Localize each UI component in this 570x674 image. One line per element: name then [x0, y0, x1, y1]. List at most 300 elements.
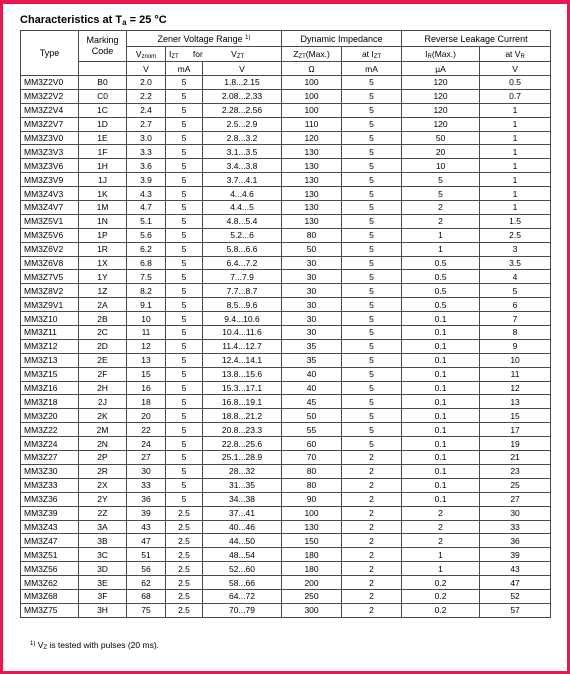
cell-at-izt: 5 [342, 409, 402, 423]
cell-at-izt: 5 [342, 187, 402, 201]
cell-type: MM3Z22 [21, 423, 79, 437]
cell-at-izt: 5 [342, 117, 402, 131]
cell-ir-max: 0.1 [402, 339, 480, 353]
cell-vznom: 4.3 [127, 187, 166, 201]
cell-marking-code: 1Y [79, 270, 127, 284]
cell-marking-code: 3C [79, 548, 127, 562]
cell-type: MM3Z16 [21, 381, 79, 395]
cell-type: MM3Z9V1 [21, 298, 79, 312]
cell-type: MM3Z3V3 [21, 145, 79, 159]
unit-izt: mA [166, 62, 203, 76]
cell-ir-max: 0.5 [402, 256, 480, 270]
unit-vznom: V [127, 62, 166, 76]
cell-izt: 5 [166, 145, 203, 159]
cell-marking-code: 2M [79, 423, 127, 437]
cell-at-izt: 5 [342, 103, 402, 117]
cell-vzt-range: 9.4...10.6 [203, 312, 282, 326]
table-row [21, 256, 551, 270]
cell-zzt-max: 30 [282, 256, 342, 270]
cell-at-izt: 5 [342, 312, 402, 326]
characteristics-table [20, 30, 551, 618]
cell-ir-max: 1 [402, 242, 480, 256]
header-zener-voltage: Zener Voltage Range $^{1)}$ [127, 31, 282, 47]
cell-marking-code: 2D [79, 339, 127, 353]
cell-vznom: 18 [127, 395, 166, 409]
cell-izt: 5 [166, 339, 203, 353]
table-row [21, 520, 551, 534]
cell-izt: 5 [166, 492, 203, 506]
table-row [21, 353, 551, 367]
table-row [21, 173, 551, 187]
cell-at-izt: 5 [342, 339, 402, 353]
cell-ir-max: 10 [402, 159, 480, 173]
cell-type: MM3Z30 [21, 464, 79, 478]
cell-at-vr: 52 [480, 589, 551, 603]
header-marking-code: Marking Code [79, 31, 127, 62]
cell-ir-max: 0.5 [402, 270, 480, 284]
cell-izt: 5 [166, 395, 203, 409]
cell-ir-max: 120 [402, 89, 480, 103]
cell-at-vr: 23 [480, 464, 551, 478]
cell-at-vr: 3.5 [480, 256, 551, 270]
cell-type: MM3Z75 [21, 603, 79, 617]
cell-type: MM3Z51 [21, 548, 79, 562]
cell-vznom: 33 [127, 478, 166, 492]
table-row [21, 409, 551, 423]
cell-zzt-max: 100 [282, 506, 342, 520]
cell-marking-code: 2A [79, 298, 127, 312]
cell-at-vr: 1 [480, 131, 551, 145]
cell-marking-code: 1P [79, 228, 127, 242]
cell-ir-max: 0.1 [402, 367, 480, 381]
cell-vznom: 5.1 [127, 214, 166, 228]
cell-vznom: 22 [127, 423, 166, 437]
cell-ir-max: 2 [402, 201, 480, 215]
cell-vzt-range: 4.4...5 [203, 201, 282, 215]
cell-marking-code: 3H [79, 603, 127, 617]
table-row [21, 214, 551, 228]
cell-marking-code: 1D [79, 117, 127, 131]
cell-at-vr: 21 [480, 451, 551, 465]
cell-ir-max: 0.1 [402, 381, 480, 395]
cell-vznom: 75 [127, 603, 166, 617]
cell-at-izt: 5 [342, 76, 402, 90]
cell-vzt-range: 2.8...3.2 [203, 131, 282, 145]
cell-vznom: 30 [127, 464, 166, 478]
cell-vzt-range: 15.3...17.1 [203, 381, 282, 395]
cell-vzt-range: 7...7.9 [203, 270, 282, 284]
table-row [21, 423, 551, 437]
cell-type: MM3Z15 [21, 367, 79, 381]
cell-izt: 5 [166, 298, 203, 312]
cell-zzt-max: 130 [282, 187, 342, 201]
cell-vzt-range: 4...4.6 [203, 187, 282, 201]
cell-zzt-max: 70 [282, 451, 342, 465]
section-title: Characteristics at $T_a = 25$ °C [20, 14, 167, 27]
cell-type: MM3Z27 [21, 451, 79, 465]
cell-zzt-max: 30 [282, 298, 342, 312]
cell-at-vr: 5 [480, 284, 551, 298]
table-row [21, 339, 551, 353]
header-marking-spacer [79, 62, 127, 76]
cell-ir-max: 0.1 [402, 326, 480, 340]
cell-at-vr: 1.5 [480, 214, 551, 228]
cell-at-vr: 0.7 [480, 89, 551, 103]
cell-at-izt: 5 [342, 131, 402, 145]
cell-at-vr: 4 [480, 270, 551, 284]
cell-zzt-max: 30 [282, 312, 342, 326]
cell-vzt-range: 1.8...2.15 [203, 76, 282, 90]
cell-at-vr: 12 [480, 381, 551, 395]
cell-at-vr: 6 [480, 298, 551, 312]
cell-izt: 5 [166, 367, 203, 381]
cell-marking-code: 1C [79, 103, 127, 117]
cell-vznom: 43 [127, 520, 166, 534]
cell-vznom: 16 [127, 381, 166, 395]
cell-type: MM3Z6V8 [21, 256, 79, 270]
cell-at-vr: 25 [480, 478, 551, 492]
cell-ir-max: 0.1 [402, 409, 480, 423]
cell-ir-max: 0.1 [402, 492, 480, 506]
cell-zzt-max: 80 [282, 464, 342, 478]
cell-vzt-range: 2.5...2.9 [203, 117, 282, 131]
cell-izt: 5 [166, 353, 203, 367]
cell-vznom: 47 [127, 534, 166, 548]
unit-vzt: V [203, 62, 282, 76]
cell-vzt-range: 11.4...12.7 [203, 339, 282, 353]
table-row [21, 395, 551, 409]
cell-vzt-range: 40...46 [203, 520, 282, 534]
cell-vzt-range: 28...32 [203, 464, 282, 478]
cell-at-vr: 2.5 [480, 228, 551, 242]
cell-izt: 5 [166, 89, 203, 103]
cell-vzt-range: 22.8...25.6 [203, 437, 282, 451]
cell-marking-code: 3B [79, 534, 127, 548]
cell-at-izt: 2 [342, 603, 402, 617]
cell-at-vr: 8 [480, 326, 551, 340]
cell-at-izt: 2 [342, 478, 402, 492]
cell-zzt-max: 55 [282, 423, 342, 437]
cell-at-izt: 2 [342, 548, 402, 562]
cell-at-izt: 2 [342, 534, 402, 548]
cell-ir-max: 0.1 [402, 451, 480, 465]
cell-marking-code: 1F [79, 145, 127, 159]
cell-at-vr: 57 [480, 603, 551, 617]
cell-at-vr: 1 [480, 117, 551, 131]
cell-ir-max: 50 [402, 131, 480, 145]
cell-zzt-max: 130 [282, 159, 342, 173]
cell-at-izt: 5 [342, 395, 402, 409]
table-row [21, 270, 551, 284]
cell-izt: 2.5 [166, 520, 203, 534]
cell-at-vr: 30 [480, 506, 551, 520]
cell-marking-code: 2C [79, 326, 127, 340]
cell-at-vr: 1 [480, 159, 551, 173]
cell-ir-max: 2 [402, 534, 480, 548]
cell-at-izt: 2 [342, 492, 402, 506]
cell-zzt-max: 130 [282, 145, 342, 159]
cell-type: MM3Z3V0 [21, 131, 79, 145]
cell-zzt-max: 180 [282, 562, 342, 576]
cell-zzt-max: 300 [282, 603, 342, 617]
table-row [21, 312, 551, 326]
cell-zzt-max: 80 [282, 228, 342, 242]
cell-marking-code: 3D [79, 562, 127, 576]
cell-type: MM3Z11 [21, 326, 79, 340]
cell-at-vr: 13 [480, 395, 551, 409]
cell-marking-code: 2Y [79, 492, 127, 506]
table-row [21, 228, 551, 242]
cell-type: MM3Z2V7 [21, 117, 79, 131]
header-zzt-max: ZZT(Max.) [282, 47, 342, 62]
cell-marking-code: 2H [79, 381, 127, 395]
cell-vznom: 24 [127, 437, 166, 451]
cell-izt: 5 [166, 451, 203, 465]
table-row [21, 201, 551, 215]
cell-at-izt: 5 [342, 326, 402, 340]
cell-ir-max: 120 [402, 76, 480, 90]
cell-izt: 5 [166, 437, 203, 451]
cell-at-izt: 5 [342, 173, 402, 187]
cell-vznom: 2.7 [127, 117, 166, 131]
cell-vznom: 62 [127, 576, 166, 590]
cell-ir-max: 0.2 [402, 576, 480, 590]
cell-izt: 5 [166, 187, 203, 201]
cell-ir-max: 120 [402, 103, 480, 117]
cell-ir-max: 0.5 [402, 284, 480, 298]
table-row [21, 437, 551, 451]
cell-vzt-range: 34...38 [203, 492, 282, 506]
cell-vznom: 6.2 [127, 242, 166, 256]
cell-marking-code: 2P [79, 451, 127, 465]
cell-type: MM3Z7V5 [21, 270, 79, 284]
cell-vznom: 3.0 [127, 131, 166, 145]
cell-ir-max: 20 [402, 145, 480, 159]
cell-at-izt: 5 [342, 298, 402, 312]
cell-type: MM3Z2V0 [21, 76, 79, 90]
cell-vzt-range: 12.4...14.1 [203, 353, 282, 367]
table-row [21, 89, 551, 103]
cell-izt: 5 [166, 312, 203, 326]
cell-vznom: 13 [127, 353, 166, 367]
cell-type: MM3Z5V1 [21, 214, 79, 228]
cell-zzt-max: 40 [282, 381, 342, 395]
cell-izt: 2.5 [166, 576, 203, 590]
footnote: $^{1)}$ VZ is tested with pulses (20 ms). [30, 640, 160, 651]
cell-ir-max: 0.1 [402, 437, 480, 451]
cell-izt: 2.5 [166, 603, 203, 617]
cell-zzt-max: 50 [282, 409, 342, 423]
cell-vzt-range: 58...66 [203, 576, 282, 590]
cell-vzt-range: 6.4...7.2 [203, 256, 282, 270]
cell-izt: 5 [166, 201, 203, 215]
cell-marking-code: 2F [79, 367, 127, 381]
cell-vznom: 15 [127, 367, 166, 381]
cell-zzt-max: 90 [282, 492, 342, 506]
table-row [21, 145, 551, 159]
table-row [21, 506, 551, 520]
cell-vzt-range: 13.8...15.6 [203, 367, 282, 381]
cell-vzt-range: 25.1...28.9 [203, 451, 282, 465]
cell-ir-max: 1 [402, 548, 480, 562]
cell-marking-code: 2K [79, 409, 127, 423]
cell-ir-max: 1 [402, 562, 480, 576]
cell-ir-max: 0.5 [402, 298, 480, 312]
cell-at-vr: 15 [480, 409, 551, 423]
cell-izt: 5 [166, 423, 203, 437]
cell-at-izt: 5 [342, 201, 402, 215]
cell-vznom: 3.6 [127, 159, 166, 173]
table-row [21, 381, 551, 395]
cell-vznom: 2.4 [127, 103, 166, 117]
cell-at-vr: 1 [480, 103, 551, 117]
cell-ir-max: 0.1 [402, 464, 480, 478]
unit-at-izt: mA [342, 62, 402, 76]
cell-izt: 5 [166, 326, 203, 340]
cell-zzt-max: 80 [282, 478, 342, 492]
cell-izt: 5 [166, 76, 203, 90]
cell-at-izt: 2 [342, 562, 402, 576]
cell-zzt-max: 35 [282, 353, 342, 367]
cell-vzt-range: 64...72 [203, 589, 282, 603]
cell-at-vr: 1 [480, 201, 551, 215]
cell-type: MM3Z62 [21, 576, 79, 590]
cell-marking-code: 2R [79, 464, 127, 478]
cell-at-vr: 47 [480, 576, 551, 590]
cell-at-vr: 19 [480, 437, 551, 451]
cell-vzt-range: 44...50 [203, 534, 282, 548]
cell-vznom: 12 [127, 339, 166, 353]
table-row [21, 159, 551, 173]
table-body [21, 76, 551, 618]
cell-zzt-max: 150 [282, 534, 342, 548]
cell-marking-code: 1X [79, 256, 127, 270]
cell-zzt-max: 45 [282, 395, 342, 409]
cell-marking-code: 1N [79, 214, 127, 228]
cell-zzt-max: 60 [282, 437, 342, 451]
cell-marking-code: 1E [79, 131, 127, 145]
cell-type: MM3Z4V3 [21, 187, 79, 201]
cell-ir-max: 2 [402, 506, 480, 520]
cell-at-izt: 5 [342, 214, 402, 228]
cell-at-izt: 2 [342, 464, 402, 478]
table-row [21, 284, 551, 298]
cell-type: MM3Z6V2 [21, 242, 79, 256]
cell-marking-code: 1M [79, 201, 127, 215]
table-row [21, 589, 551, 603]
cell-izt: 5 [166, 214, 203, 228]
cell-izt: 5 [166, 131, 203, 145]
cell-marking-code: 2N [79, 437, 127, 451]
cell-at-vr: 36 [480, 534, 551, 548]
cell-vznom: 2.0 [127, 76, 166, 90]
cell-marking-code: 3A [79, 520, 127, 534]
cell-at-izt: 5 [342, 381, 402, 395]
cell-type: MM3Z24 [21, 437, 79, 451]
cell-type: MM3Z36 [21, 492, 79, 506]
cell-at-izt: 2 [342, 506, 402, 520]
table-row [21, 187, 551, 201]
cell-vznom: 39 [127, 506, 166, 520]
cell-zzt-max: 30 [282, 270, 342, 284]
cell-type: MM3Z13 [21, 353, 79, 367]
cell-vzt-range: 2.08...2.33 [203, 89, 282, 103]
cell-izt: 5 [166, 409, 203, 423]
table-row [21, 76, 551, 90]
table-row [21, 298, 551, 312]
cell-vznom: 27 [127, 451, 166, 465]
cell-vzt-range: 20.8...23.3 [203, 423, 282, 437]
table-row [21, 548, 551, 562]
cell-type: MM3Z43 [21, 520, 79, 534]
cell-zzt-max: 130 [282, 214, 342, 228]
cell-marking-code: 1H [79, 159, 127, 173]
cell-at-izt: 2 [342, 520, 402, 534]
cell-at-vr: 10 [480, 353, 551, 367]
cell-at-izt: 5 [342, 256, 402, 270]
cell-ir-max: 0.2 [402, 603, 480, 617]
header-ir-max: IR(Max.) [402, 47, 480, 62]
cell-ir-max: 5 [402, 187, 480, 201]
cell-type: MM3Z2V4 [21, 103, 79, 117]
cell-at-vr: 1 [480, 145, 551, 159]
cell-marking-code: 2J [79, 395, 127, 409]
table-row [21, 534, 551, 548]
cell-zzt-max: 250 [282, 589, 342, 603]
cell-ir-max: 2 [402, 214, 480, 228]
cell-vzt-range: 10.4...11.6 [203, 326, 282, 340]
cell-vznom: 9.1 [127, 298, 166, 312]
cell-at-vr: 39 [480, 548, 551, 562]
cell-marking-code: 3E [79, 576, 127, 590]
cell-izt: 5 [166, 270, 203, 284]
cell-at-vr: 0.5 [480, 76, 551, 90]
cell-at-izt: 5 [342, 228, 402, 242]
table-row [21, 367, 551, 381]
cell-zzt-max: 100 [282, 76, 342, 90]
cell-marking-code: C0 [79, 89, 127, 103]
cell-marking-code: 1J [79, 173, 127, 187]
cell-ir-max: 2 [402, 520, 480, 534]
cell-marking-code: 1Z [79, 284, 127, 298]
table-row [21, 242, 551, 256]
cell-at-izt: 5 [342, 284, 402, 298]
cell-type: MM3Z3V6 [21, 159, 79, 173]
cell-vznom: 68 [127, 589, 166, 603]
cell-at-izt: 5 [342, 270, 402, 284]
cell-zzt-max: 200 [282, 576, 342, 590]
header-reverse-leakage: Reverse Leakage Current [402, 31, 551, 47]
cell-izt: 5 [166, 173, 203, 187]
cell-vznom: 11 [127, 326, 166, 340]
cell-at-vr: 7 [480, 312, 551, 326]
cell-type: MM3Z2V2 [21, 89, 79, 103]
cell-at-izt: 2 [342, 576, 402, 590]
table-row [21, 103, 551, 117]
cell-marking-code: 1R [79, 242, 127, 256]
table-row [21, 492, 551, 506]
table-row [21, 576, 551, 590]
cell-vznom: 3.3 [127, 145, 166, 159]
cell-zzt-max: 30 [282, 284, 342, 298]
cell-type: MM3Z47 [21, 534, 79, 548]
cell-izt: 5 [166, 478, 203, 492]
cell-vzt-range: 37...41 [203, 506, 282, 520]
cell-ir-max: 0.1 [402, 423, 480, 437]
cell-ir-max: 1 [402, 228, 480, 242]
cell-vznom: 2.2 [127, 89, 166, 103]
cell-ir-max: 0.2 [402, 589, 480, 603]
